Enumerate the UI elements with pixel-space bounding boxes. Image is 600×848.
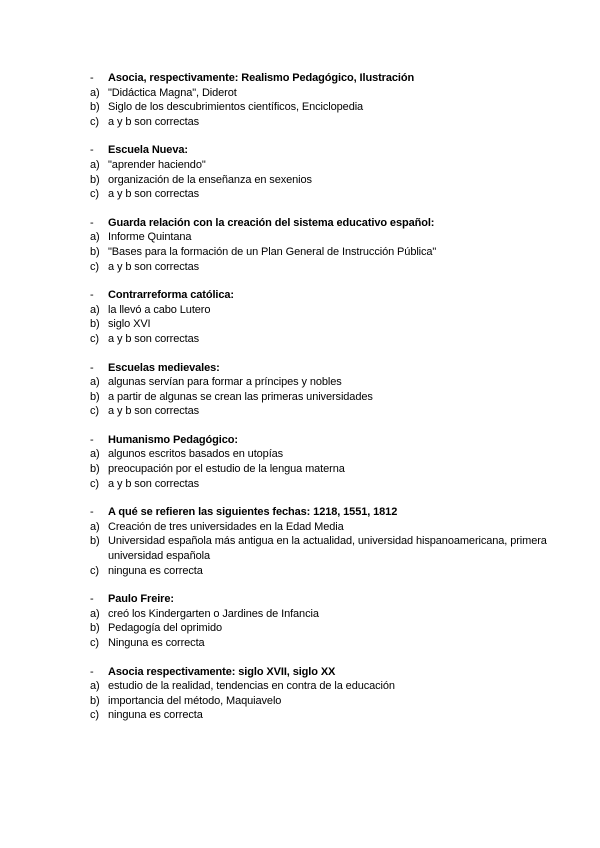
answer-option <box>90 245 550 260</box>
question-marker: - <box>90 433 94 446</box>
option-letter: a) <box>90 376 100 389</box>
question-marker: - <box>90 144 94 157</box>
option-text: "Didáctica Magna", Diderot <box>108 86 237 99</box>
option-text: Informe Quintana <box>108 231 192 244</box>
option-letter: c) <box>90 477 99 490</box>
option-letter: b) <box>90 463 100 476</box>
option-letter: b) <box>90 694 100 707</box>
question-text: Asocia, respectivamente: Realismo Pedagógico, Ilustración <box>108 72 415 84</box>
question-list <box>90 71 550 737</box>
option-text: estudio de la realidad, tendencias en contra de la educación <box>108 680 395 693</box>
answer-option <box>90 375 550 390</box>
answer-option <box>90 694 550 709</box>
option-letter: a) <box>90 231 100 244</box>
option-text: Universidad española más antigua en la actualidad, universidad hispanoamericana, primera universidad española <box>108 535 547 563</box>
option-letter: a) <box>90 448 100 461</box>
question <box>90 505 550 578</box>
question-marker: - <box>90 361 94 374</box>
option-text: a y b son correctas <box>108 260 200 273</box>
question-stem <box>90 665 550 680</box>
question <box>90 433 550 491</box>
answer-option <box>90 477 550 492</box>
option-letter: c) <box>90 405 99 418</box>
question-stem <box>90 361 550 376</box>
question <box>90 361 550 419</box>
answer-option <box>90 390 550 405</box>
option-text: Siglo de los descubrimientos científicos, Enciclopedia <box>108 101 364 114</box>
option-letter: a) <box>90 86 100 99</box>
option-letter: b) <box>90 318 100 331</box>
option-text: preocupación por el estudio de la lengua materna <box>108 463 345 476</box>
answer-option <box>90 230 550 245</box>
option-letter: b) <box>90 390 100 403</box>
question <box>90 143 550 201</box>
answer-option <box>90 447 550 462</box>
question-marker: - <box>90 216 94 229</box>
option-text: Creación de tres universidades en la Edad Media <box>108 520 344 533</box>
question-text: Paulo Freire: <box>108 593 174 606</box>
option-text: Pedagogía del oprimido <box>108 622 222 635</box>
answer-option <box>90 303 550 318</box>
answer-option <box>90 317 550 332</box>
question <box>90 71 550 129</box>
question-marker: - <box>90 72 94 84</box>
option-letter: b) <box>90 101 100 114</box>
option-text: a partir de algunas se crean las primeras universidades <box>108 390 373 403</box>
question-stem <box>90 71 550 86</box>
option-text: ninguna es correcta <box>108 709 203 722</box>
option-letter: b) <box>90 622 100 635</box>
option-letter: a) <box>90 607 100 620</box>
option-letter: a) <box>90 158 100 171</box>
question-text: Asocia respectivamente: siglo XVII, siglo XX <box>108 665 336 678</box>
option-letter: a) <box>90 680 100 693</box>
option-letter: c) <box>90 115 99 128</box>
question-text: Guarda relación con la creación del sistema educativo español: <box>108 216 435 229</box>
option-letter: c) <box>90 260 99 273</box>
option-text: a y b son correctas <box>108 115 200 128</box>
question-text: Humanismo Pedagógico: <box>108 433 238 446</box>
question-text: Contrarreforma católica: <box>108 289 234 302</box>
option-letter: c) <box>90 188 99 201</box>
option-text: "Bases para la formación de un Plan General de Instrucción Pública" <box>108 245 437 258</box>
question-stem <box>90 592 550 607</box>
option-text: organización de la enseñanza en sexenios <box>108 173 312 186</box>
answer-option <box>90 187 550 202</box>
option-text: a y b son correctas <box>108 332 200 345</box>
answer-option <box>90 520 550 535</box>
answer-option <box>90 332 550 347</box>
question-text: Escuela Nueva: <box>108 144 188 157</box>
option-text: a y b son correctas <box>108 188 200 201</box>
answer-option <box>90 260 550 275</box>
option-text: algunos escritos basados en utopías <box>108 448 284 461</box>
question <box>90 592 550 650</box>
question-stem <box>90 433 550 448</box>
question-marker: - <box>90 665 94 678</box>
option-letter: b) <box>90 245 100 258</box>
answer-option <box>90 158 550 173</box>
option-text: a y b son correctas <box>108 405 200 418</box>
question-stem <box>90 143 550 158</box>
option-letter: c) <box>90 709 99 722</box>
option-letter: a) <box>90 520 100 533</box>
question <box>90 288 550 346</box>
option-text: ninguna es correcta <box>108 564 203 577</box>
question-marker: - <box>90 289 94 302</box>
question-marker: - <box>90 593 94 606</box>
question <box>90 665 550 723</box>
option-letter: c) <box>90 564 99 577</box>
answer-option <box>90 534 550 563</box>
option-letter: b) <box>90 535 100 548</box>
option-letter: c) <box>90 332 99 345</box>
question-text: A qué se refieren las siguientes fechas: 1218, 1551, 1812 <box>108 506 398 519</box>
question-marker: - <box>90 506 94 519</box>
answer-option <box>90 564 550 579</box>
option-text: importancia del método, Maquiavelo <box>108 694 282 707</box>
option-text: siglo XVI <box>108 318 151 331</box>
question-text: Escuelas medievales: <box>108 361 220 374</box>
answer-option <box>90 636 550 651</box>
option-letter: a) <box>90 303 100 316</box>
answer-option <box>90 621 550 636</box>
option-text: la llevó a cabo Lutero <box>108 303 211 316</box>
option-text: a y b son correctas <box>108 477 200 490</box>
option-text: algunas servían para formar a príncipes y nobles <box>108 376 342 389</box>
option-letter: b) <box>90 173 100 186</box>
answer-option <box>90 607 550 622</box>
answer-option <box>90 173 550 188</box>
answer-option <box>90 679 550 694</box>
question-stem <box>90 288 550 303</box>
option-text: "aprender haciendo" <box>108 158 206 171</box>
question <box>90 216 550 274</box>
answer-option <box>90 100 550 115</box>
answer-option <box>90 115 550 130</box>
answer-option <box>90 86 550 101</box>
question-stem <box>90 216 550 231</box>
question-stem <box>90 505 550 520</box>
answer-option <box>90 462 550 477</box>
answer-option <box>90 708 550 723</box>
answer-option <box>90 404 550 419</box>
option-letter: c) <box>90 637 99 649</box>
option-text: creó los Kindergarten o Jardines de Infancia <box>108 607 319 620</box>
option-text: Ninguna es correcta <box>108 637 205 649</box>
